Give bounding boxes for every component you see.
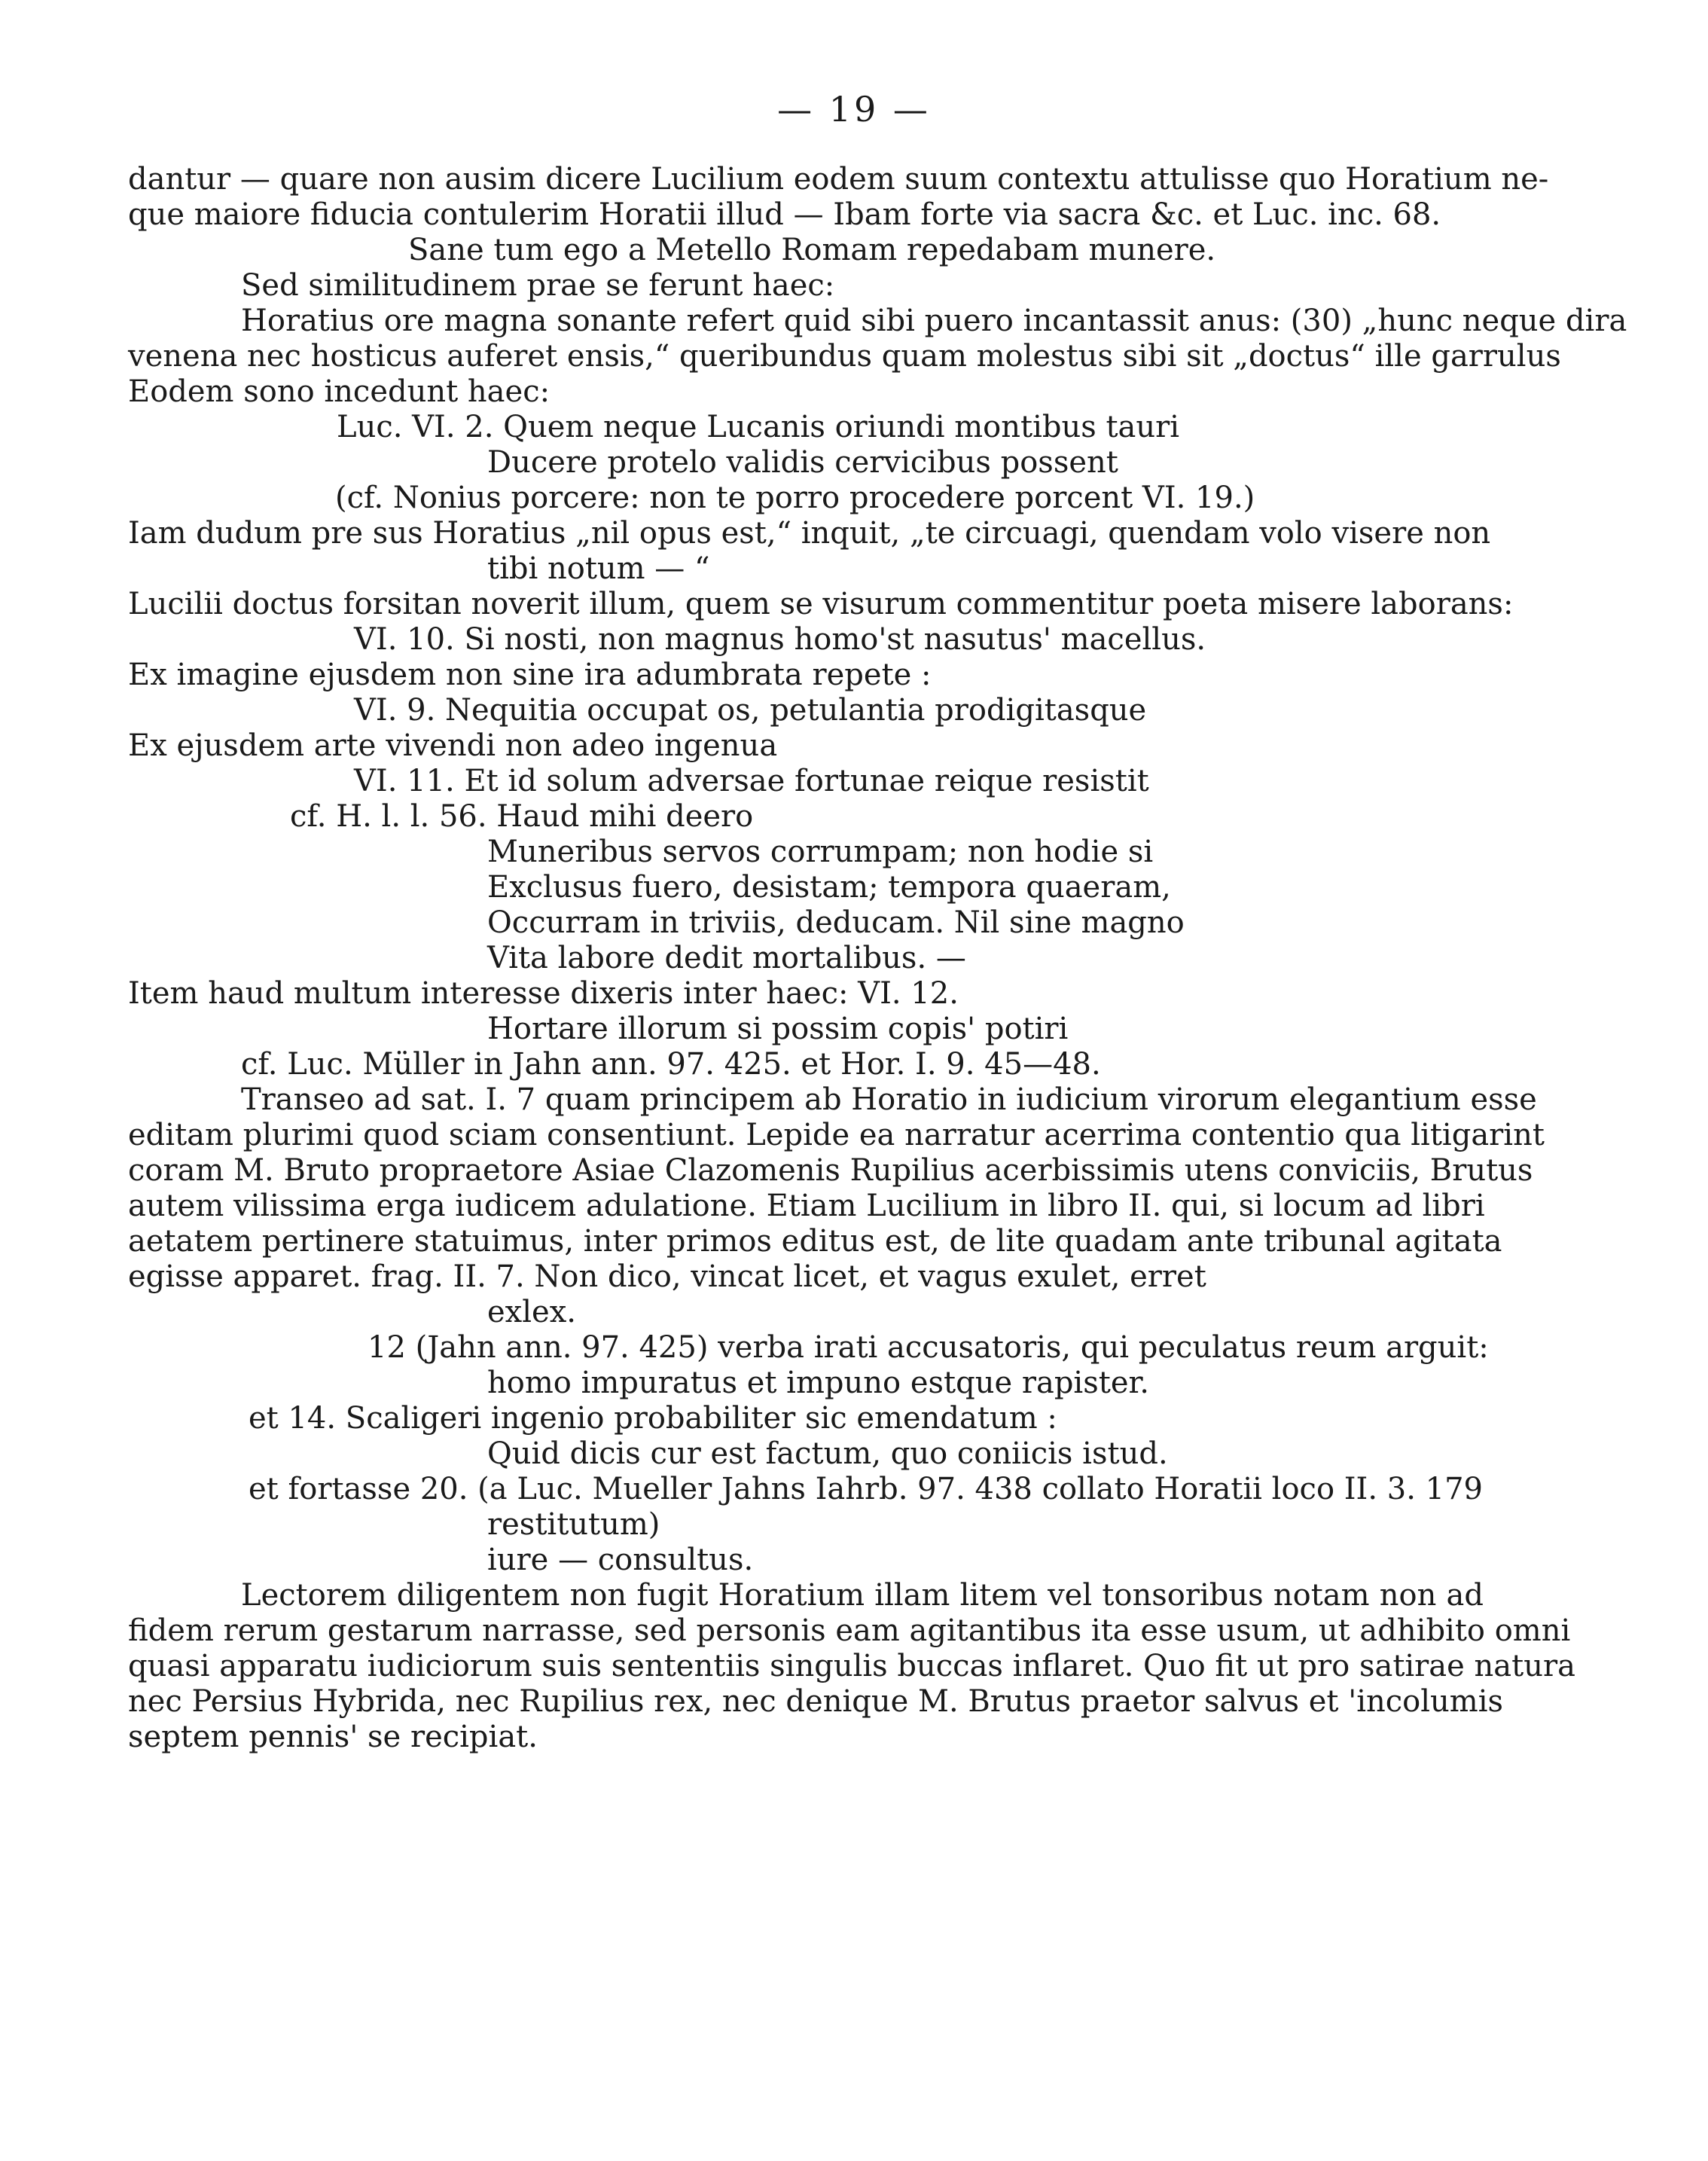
text-line: et fortasse 20. (a Luc. Mueller Jahns Iahrb. 97. 438 collato Horatii loco II. 3. 179 (249, 1472, 1484, 1506)
text-body (128, 162, 1627, 1755)
text-line: Sed similitudinem prae se ferunt haec: (241, 268, 835, 303)
text-line: cf. Luc. Müller in Jahn ann. 97. 425. et Hor. I. 9. 45—48. (241, 1047, 1101, 1082)
text-line: tibi notum — “ (487, 551, 710, 586)
text-line: Ex imagine ejusdem non sine ira adumbrata repete : (128, 658, 932, 692)
text-line: Iam dudum pre sus Horatius „nil opus est,“ inquit, „te circuagi, quendam volo visere non (128, 516, 1491, 551)
text-line: que maiore fiducia contulerim Horatii illud — Ibam forte via sacra &c. et Luc. inc. 68. (128, 197, 1441, 232)
text-line: VI. 10. Si nosti, non magnus homo'st nasutus' macellus. (354, 622, 1206, 657)
text-line: Transeo ad sat. I. 7 quam principem ab Horatio in iudicium virorum elegantium esse (241, 1082, 1537, 1117)
text-line: Sane tum ego a Metello Romam repedabam munere. (408, 233, 1216, 267)
text-line: Item haud multum interesse dixeris inter haec: VI. 12. (128, 976, 959, 1011)
text-line: editam plurimi quod sciam consentiunt. Lepide ea narratur acerrima contentio qua litigarint (128, 1118, 1545, 1152)
text-line: 12 (Jahn ann. 97. 425) verba irati accusatoris, qui peculatus reum arguit: (368, 1330, 1489, 1365)
text-line: dantur — quare non ausim dicere Lucilium eodem suum contextu attulisse quo Horatium ne- (128, 162, 1549, 197)
text-line: VI. 11. Et id solum adversae fortunae reique resistit (354, 764, 1149, 798)
text-line: exlex. (487, 1295, 576, 1329)
text-line: VI. 9. Nequitia occupat os, petulantia prodigitasque (354, 693, 1147, 728)
text-line: Quid dicis cur est factum, quo coniicis istud. (487, 1436, 1168, 1471)
text-line: Luc. VI. 2. Quem neque Lucanis oriundi montibus tauri (337, 410, 1180, 444)
text-line: et 14. Scaligeri ingenio probabiliter sic emendatum : (249, 1401, 1057, 1436)
text-line: Eodem sono incedunt haec: (128, 374, 551, 409)
text-line: septem pennis' se recipiat. (128, 1720, 538, 1754)
text-line: Hortare illorum si possim copis' potiri (487, 1012, 1069, 1046)
text-line: coram M. Bruto propraetore Asiae Clazomenis Rupilius acerbissimis utens conviciis, Brutus (128, 1153, 1533, 1188)
text-line: aetatem pertinere statuimus, inter primos editus est, de lite quadam ante tribunal agitata (128, 1224, 1502, 1259)
text-line: Lucilii doctus forsitan noverit illum, quem se visurum commentitur poeta misere laborans: (128, 587, 1514, 621)
text-line: Lectorem diligentem non fugit Horatium illam litem vel tonsoribus notam non ad (241, 1578, 1484, 1613)
text-line: Ducere protelo validis cervicibus possent (487, 445, 1118, 480)
text-line: iure — consultus. (487, 1543, 754, 1577)
text-line: autem vilissima erga iudicem adulatione. Etiam Lucilium in libro II. qui, si locum ad libri (128, 1189, 1485, 1223)
text-line: egisse apparet. frag. II. 7. Non dico, vincat licet, et vagus exulet, erret (128, 1259, 1206, 1294)
page-number: — 19 — (777, 89, 931, 130)
text-line: Occurram in triviis, deducam. Nil sine magno (487, 905, 1185, 940)
text-line: Vita labore dedit mortalibus. — (487, 941, 966, 975)
text-line: homo impuratus et impuno estque rapister. (487, 1366, 1149, 1400)
text-line: Muneribus servos corrumpam; non hodie si (487, 835, 1154, 869)
text-line: quasi apparatu iudiciorum suis sententiis singulis buccas inflaret. Quo fit ut pro satirae natura (128, 1649, 1575, 1683)
text-line: Horatius ore magna sonante refert quid sibi puero incantassit anus: (30) „hunc neque dira (241, 304, 1627, 338)
text-line: (cf. Nonius porcere: non te porro procedere porcent VI. 19.) (335, 481, 1255, 515)
text-line: Ex ejusdem arte vivendi non adeo ingenua (128, 728, 778, 763)
text-line: nec Persius Hybrida, nec Rupilius rex, nec denique M. Brutus praetor salvus et 'incolumis (128, 1684, 1504, 1719)
text-line: cf. H. l. l. 56. Haud mihi deero (290, 799, 754, 834)
text-line: Exclusus fuero, desistam; tempora quaeram, (487, 870, 1171, 905)
text-line: venena nec hosticus auferet ensis,“ queribundus quam molestus sibi sit „doctus“ ille garrulus (128, 339, 1561, 374)
text-line: restitutum) (487, 1507, 660, 1542)
text-line: fidem rerum gestarum narrasse, sed personis eam agitantibus ita esse usum, ut adhibito omni (128, 1613, 1571, 1648)
